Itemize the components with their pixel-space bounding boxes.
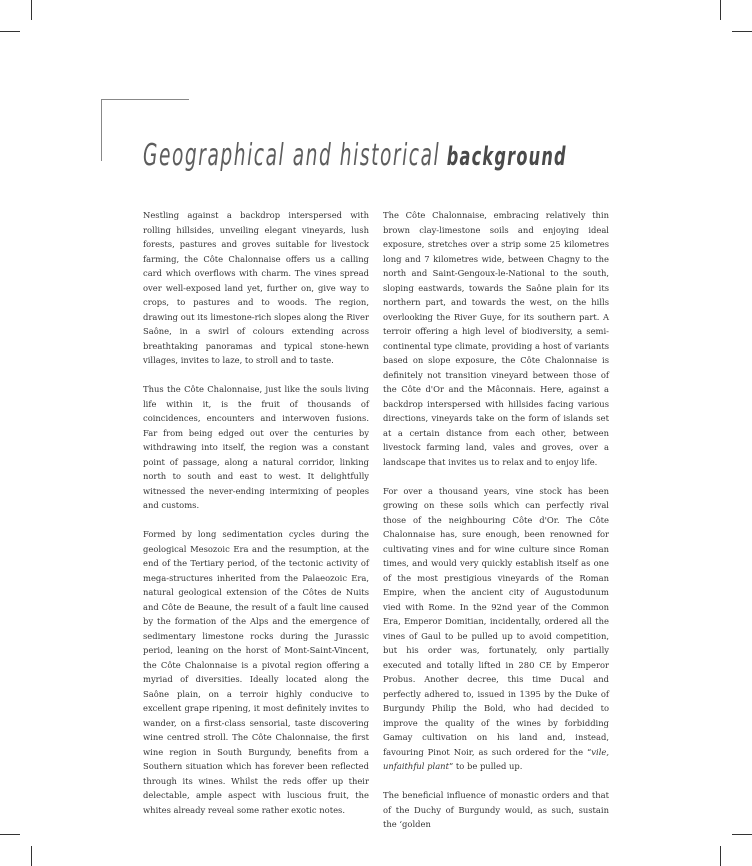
left-paragraph-1: Nestling against a backdrop interspersed with rolling hillsides, unveiling elegant vineyards, lush forests, pastures and groves suitable for livestock farming, the Côte Chalonnaise offers us a calling card which overflows with charm. The vines spread over well-exposed land yet, further on, give way to crops, to pastures and to woods. The region, drawing out its limestone-rich slopes along the River Saône, in a swirl of colours extending across breathtaking panoramas and typical stone-hewn villages, invites to laze, to stroll and to taste. <box>143 210 369 365</box>
left-paragraph-3: Formed by long sedimentation cycles during the geological Mesozoic Era and the resumption, at the end of the Tertiary period, of the tectonic activity of mega-structures inherited from the Palaeozoic Era, natural geological extension of the Côtes de Nuits and Côte de Beaune, the result of a fault line caused by the formation of the Alps and the emergence of sedimentary limestone rocks during the Jurassic period, leaning on the horst of Mont-Saint-Vincent, the Côte Chalonnaise is a pivotal region offering a myriad of diversities. Ideally located along the Saône plain, on a terroir highly conducive to excellent grape ripening, it most definitely invites to wander, on a first-class sensorial, taste discovering wine centred stroll. The Côte Chalonnaise, the first wine region in South Burgundy, benefits from a Southern situation which has forever been reflected through its wines. Whilst the reds offer up their delectable, ample aspect with luscious fruit, the whites already reveal some rather exotic notes. <box>143 529 369 815</box>
title-bracket-horizontal <box>101 99 189 100</box>
right-paragraph-2-end: ” to be pulled up. <box>448 761 523 771</box>
title-bracket-vertical <box>101 99 102 161</box>
crop-mark-right-bottom <box>732 834 752 835</box>
page-title-bold: background <box>446 142 567 172</box>
left-column <box>143 208 369 832</box>
crop-mark-top-right <box>720 0 721 20</box>
crop-mark-right-top <box>732 31 752 32</box>
crop-mark-top-left <box>31 0 32 20</box>
right-paragraph-3: The beneficial influence of monastic orders and that of the Duchy of Burgundy would, as such, sustain the ‘golden <box>383 790 609 829</box>
crop-mark-left-top <box>0 31 20 32</box>
page-title-light: Geographical and historical <box>143 138 441 173</box>
right-paragraph-2-quote: vile, unfaithful plant <box>383 746 609 771</box>
crop-mark-left-bottom <box>0 834 20 835</box>
right-paragraph-2 <box>383 484 609 774</box>
crop-mark-bottom-left <box>31 846 32 866</box>
right-paragraph-1: The Côte Chalonnaise, embracing relatively thin brown clay-limestone soils and enjoying ideal exposure, stretches over a strip some 25 kilometres long and 7 kilometres wide, between Chagny to the north and Saint-Gengoux-le-National to the south, sloping eastwards, towards the Saône plain for its northern part, and towards the west, on the hills overlooking the River Guye, for its southern part. A terroir offering a high level of biodiversity, a semi-continental type climate, providing a host of variants based on slope exposure, the Côte Chalonnaise is definitely not transition vineyard between those of the Côte d'Or and the Mâconnais. Here, against a backdrop interspersed with hillsides facing various directions, vineyards take on the form of islands set at a certain distance from each other, between livestock farming land, vales and groves, over a landscape that invites us to relax and to enjoy life. <box>383 210 609 467</box>
left-paragraph-2: Thus the Côte Chalonnaise, just like the souls living life within it, is the fruit of thousands of coincidences, encounters and interwoven fusions. Far from being edged out over the centuries by withdrawing into itself, the region was a constant point of passage, along a natural corridor, linking north to south and east to west. It delightfully witnessed the never-ending intermixing of peoples and customs. <box>143 384 369 510</box>
page-title <box>143 138 567 173</box>
crop-mark-bottom-right <box>720 846 721 866</box>
right-paragraph-2-text: For over a thousand years, vine stock has been growing on these soils which can perfectly rival those of the neighbouring Côte d'Or. The Côte Chalonnaise has, sure enough, been renowned for cultivating vines and for wine culture since Roman times, and would very quickly establish itself as one of the most prestigious vineyards of the Roman Empire, when the ancient city of Augustodunum vied with Rome. In the 92nd year of the Common Era, Emperor Domitian, incidentally, ordered all the vines of Gaul to be pulled up to avoid competition, but his order was, fortunately, only partially executed and totally lifted in 280 CE by Emperor Probus. Another decree, this time Ducal and perfectly adhered to, issued in 1395 by the Duke of Burgundy Philip the Bold, who had decided to improve the quality of the wines by forbidding Gamay cultivation on his land and, instead, favouring Pinot Noir, as such ordered for the “ <box>383 485 609 757</box>
right-column <box>383 208 609 846</box>
